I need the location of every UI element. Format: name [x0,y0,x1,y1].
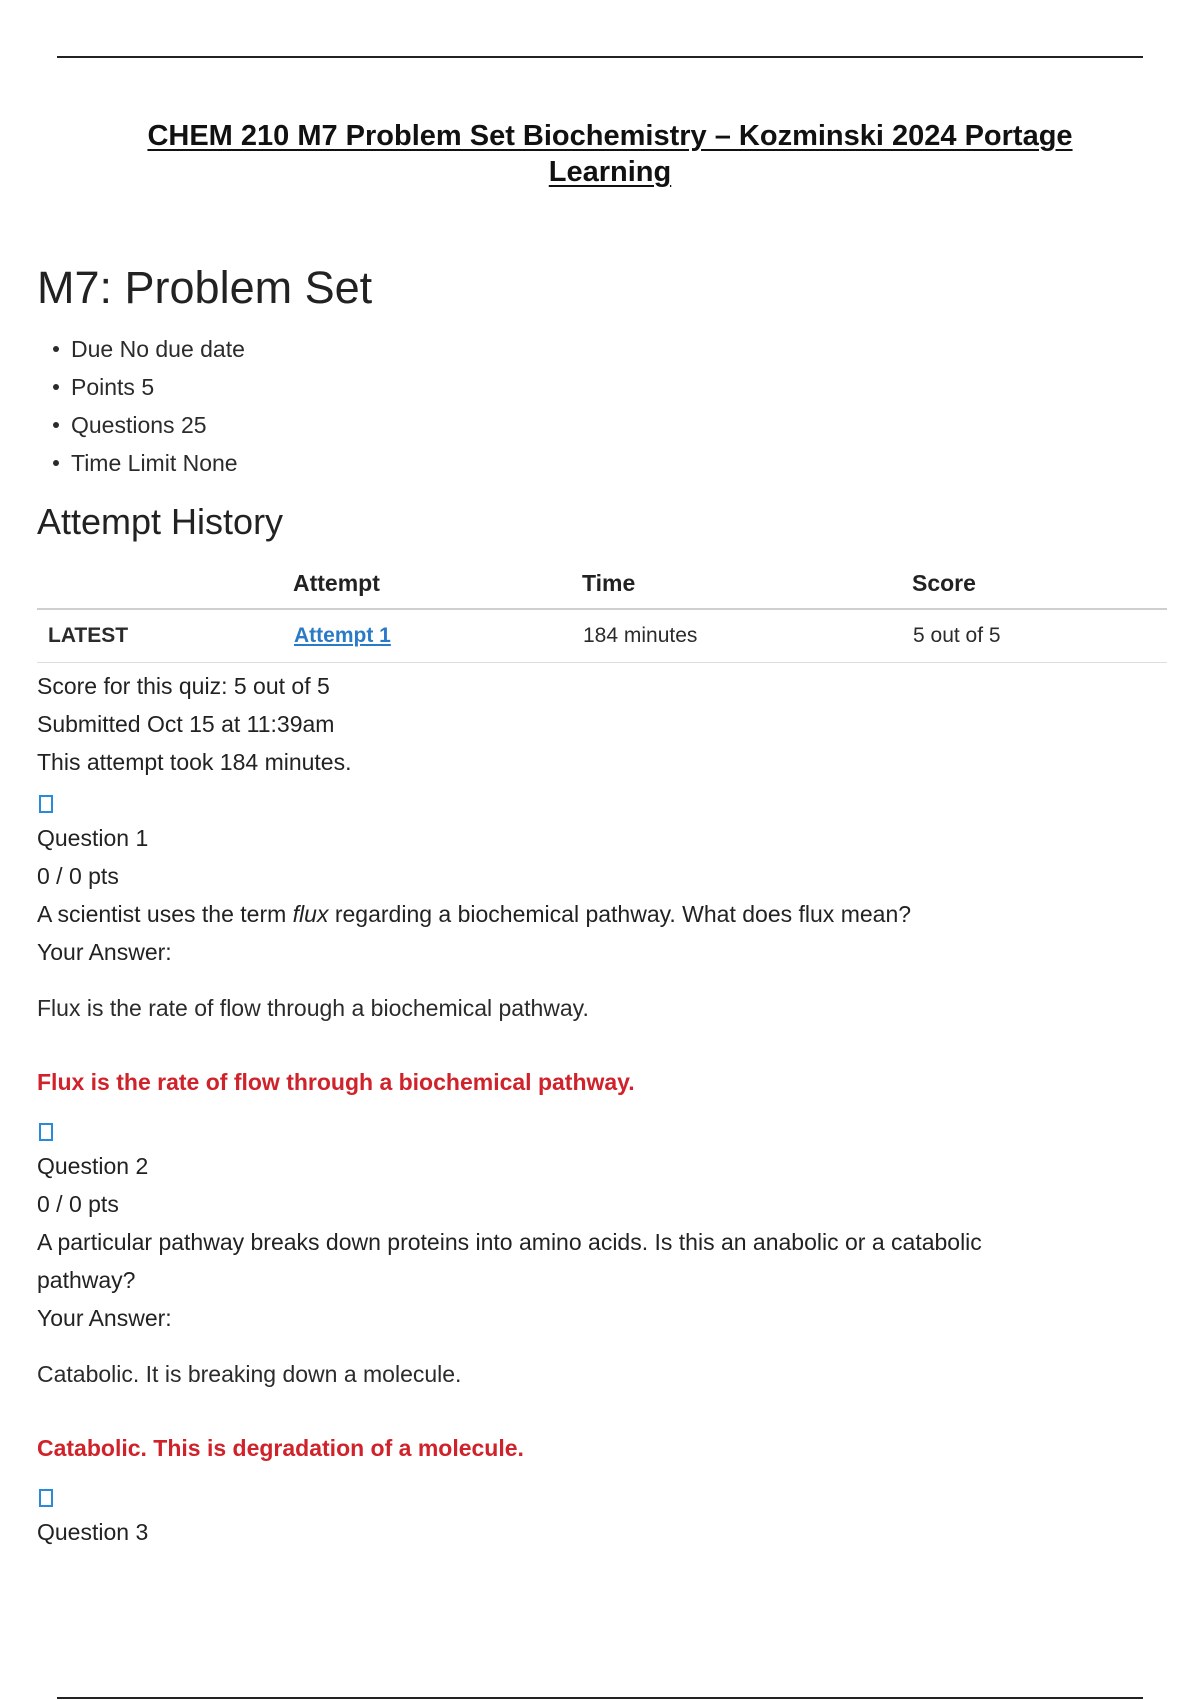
question-text-start: A scientist uses the term [37,901,293,927]
flag-question-icon[interactable] [39,795,53,813]
attempt-cell [293,609,582,663]
table-header-row [37,566,1167,609]
detail-questions: Questions 25 [71,406,1167,444]
student-answer: Flux is the rate of flow through a biochemical pathway. [37,995,589,1021]
correct-answer: Flux is the rate of flow through a biochemical pathway. [37,1069,635,1095]
attempt-history-heading: Attempt History [37,501,284,542]
question-text: A particular pathway breaks down proteins into amino acids. Is this an anabolic or a catabolic pathway? [37,1229,982,1293]
score-cell: 5 out of 5 [912,609,1167,663]
question-title: Question 1 [37,825,149,851]
question-text-emphasis: flux [292,901,329,927]
column-header-time: Time [582,566,912,609]
quiz-details-list [37,330,1167,482]
question-2 [37,1109,1167,1467]
submitted-time: Submitted Oct 15 at 11:39am [37,711,335,737]
correct-answer: Catabolic. This is degradation of a molecule. [37,1435,524,1461]
top-rule [57,56,1143,58]
question-points: 0 / 0 pts [37,863,119,889]
answer-label: Your Answer: [37,939,172,965]
table-row [37,609,1167,663]
flag-question-icon[interactable] [39,1123,53,1141]
quiz-score: Score for this quiz: 5 out of 5 [37,673,330,699]
question-title: Question 2 [37,1153,149,1179]
quiz-heading: M7: Problem Set [37,262,373,313]
flag-question-icon[interactable] [39,1489,53,1507]
question-1 [37,781,1167,1101]
question-title: Question 3 [37,1519,149,1545]
answer-label: Your Answer: [37,1305,172,1331]
time-cell: 184 minutes [582,609,912,663]
column-header-attempt: Attempt [293,566,582,609]
student-answer: Catabolic. It is breaking down a molecule. [37,1361,462,1387]
attempt-1-link[interactable]: Attempt 1 [294,624,391,647]
bottom-rule [57,1697,1143,1699]
column-header-blank [37,566,293,609]
document-title: CHEM 210 M7 Problem Set Biochemistry – Kozminski 2024 Portage Learning [147,120,1073,188]
question-3 [37,1475,1167,1551]
detail-time-limit: Time Limit None [71,444,1167,482]
column-header-score: Score [912,566,1167,609]
attempt-summary [37,667,1167,781]
detail-due: Due No due date [71,330,1167,368]
latest-label: LATEST [37,609,293,663]
detail-points: Points 5 [71,368,1167,406]
question-points: 0 / 0 pts [37,1191,119,1217]
quiz-content [37,256,1167,1551]
attempt-history-table [37,566,1167,663]
attempt-duration: This attempt took 184 minutes. [37,749,352,775]
question-text [37,895,1167,933]
question-text-end: regarding a biochemical pathway. What does flux mean? [328,901,912,927]
